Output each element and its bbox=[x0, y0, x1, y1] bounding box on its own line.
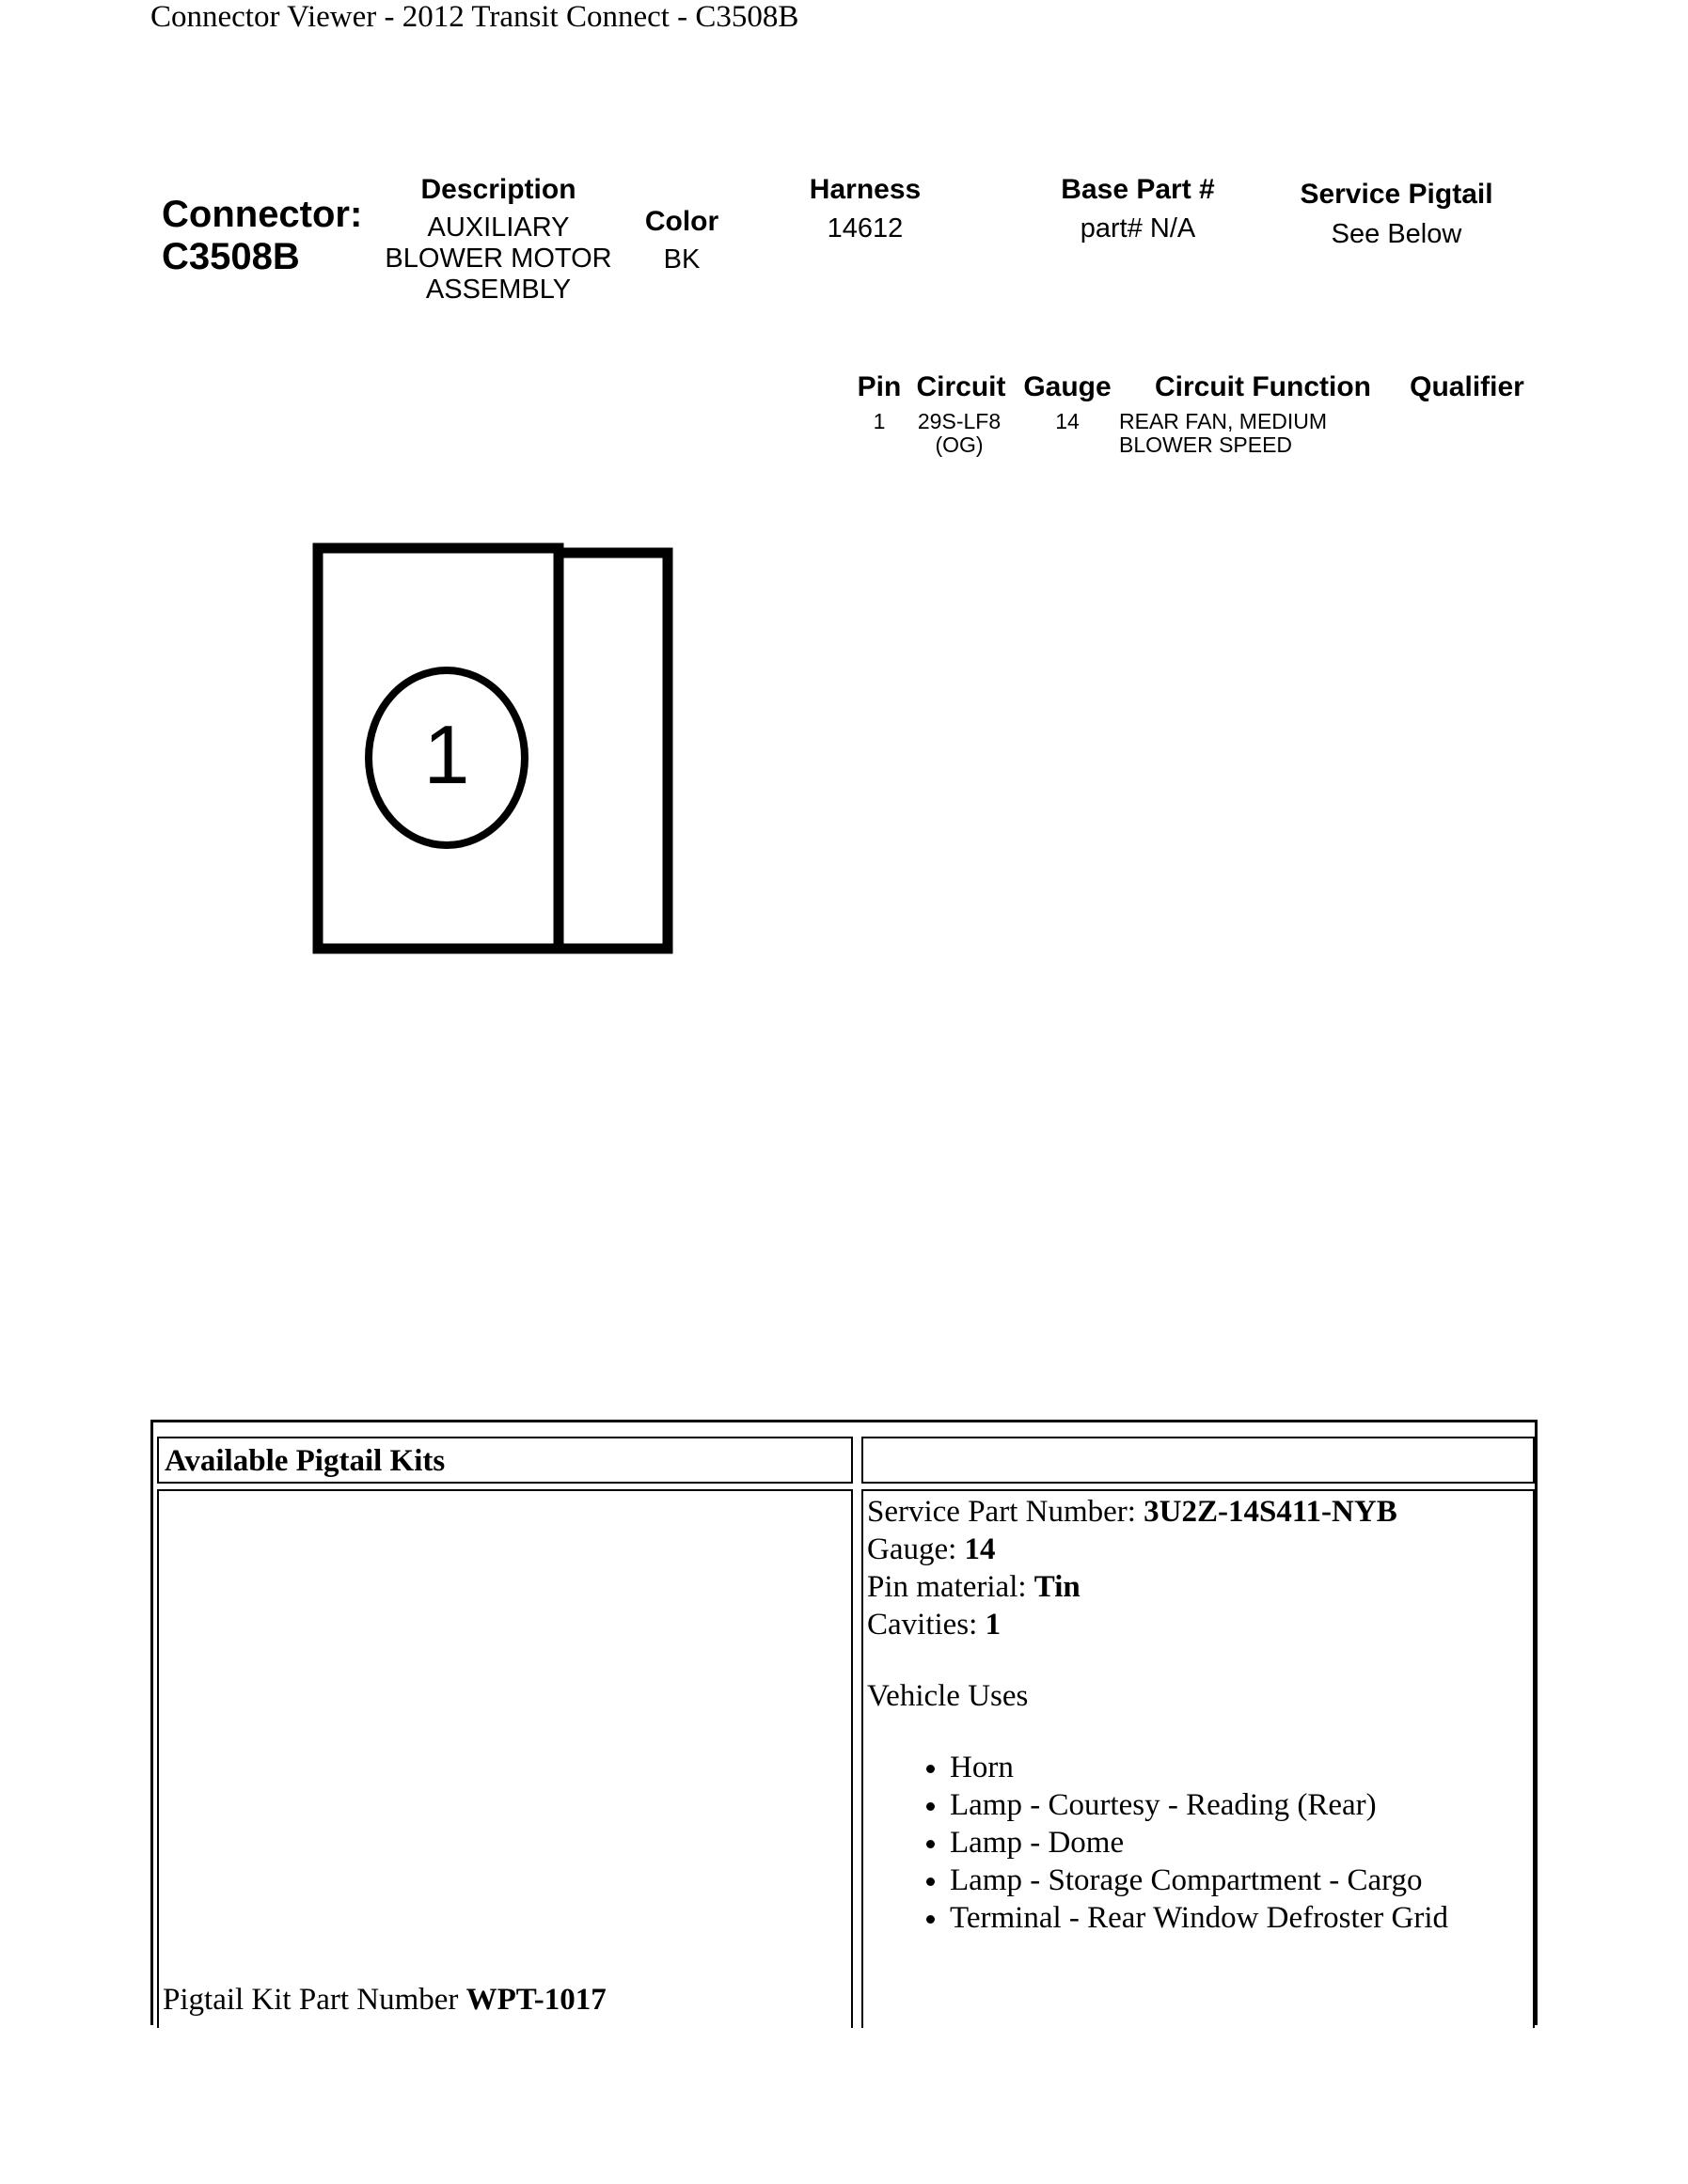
circuit-function-column-header: Circuit Function bbox=[1155, 371, 1371, 402]
pin-material-label: Pin material: bbox=[867, 1570, 1027, 1604]
gauge-detail-value: 14 bbox=[964, 1532, 996, 1566]
gauge-line bbox=[867, 1531, 1529, 1568]
vehicle-uses-list bbox=[867, 1749, 1529, 1937]
cavities-label: Cavities: bbox=[867, 1608, 978, 1642]
vehicle-use-item: • Lamp - Dome bbox=[950, 1824, 1529, 1862]
color-header: Color bbox=[644, 206, 719, 237]
service-part-cell bbox=[861, 1489, 1535, 2028]
gauge-value: 14 bbox=[1055, 409, 1080, 433]
service-part-details bbox=[863, 1491, 1533, 1939]
vehicle-use-item: • Terminal - Rear Window Defroster Grid bbox=[950, 1899, 1529, 1937]
connector-heading bbox=[162, 194, 362, 278]
description-line: AUXILIARY bbox=[427, 212, 570, 243]
pin-column-header: Pin bbox=[857, 371, 902, 402]
description-header: Description bbox=[420, 174, 576, 205]
pin-number: 1 bbox=[873, 409, 886, 433]
pigtail-heading-cell bbox=[157, 1437, 853, 1484]
page-title: Connector Viewer - 2012 Transit Connect - C3508B bbox=[150, 0, 799, 34]
harness-value: 14612 bbox=[827, 213, 904, 244]
description-value bbox=[367, 212, 630, 306]
service-part-number-line bbox=[867, 1493, 1529, 1531]
vehicle-uses-label: Vehicle Uses bbox=[867, 1679, 1029, 1713]
cavities-value: 1 bbox=[985, 1608, 1002, 1642]
service-part-value: 3U2Z-14S411-NYB bbox=[1144, 1495, 1397, 1529]
connector-face-diagram bbox=[310, 541, 686, 964]
description-line: BLOWER MOTOR bbox=[385, 244, 612, 274]
base-part-value: part# N/A bbox=[1080, 213, 1196, 244]
color-value: BK bbox=[663, 244, 701, 275]
connector-label: Connector: bbox=[162, 194, 363, 235]
pin-material-value: Tin bbox=[1033, 1570, 1081, 1604]
circuit-code: 29S-LF8 bbox=[917, 409, 1002, 433]
gauge-column-header: Gauge bbox=[1023, 371, 1112, 402]
pigtail-heading: Available Pigtail Kits bbox=[165, 1444, 446, 1478]
circuit-function-value bbox=[1119, 410, 1401, 457]
function-line: REAR FAN, MEDIUM bbox=[1119, 409, 1328, 433]
vehicle-use-item: • Horn bbox=[950, 1749, 1529, 1786]
base-part-header: Base Part # bbox=[1061, 174, 1215, 205]
kit-part-value: WPT-1017 bbox=[465, 1983, 607, 2017]
pin-number-label: 1 bbox=[423, 708, 470, 801]
circuit-wire-color: (OG) bbox=[935, 432, 984, 457]
service-pigtail-header: Service Pigtail bbox=[1300, 179, 1493, 210]
pigtail-kits-table bbox=[150, 1420, 1538, 2025]
kit-part-label: Pigtail Kit Part Number bbox=[163, 1983, 459, 2017]
gauge-label: Gauge: bbox=[867, 1532, 957, 1566]
service-pigtail-value: See Below bbox=[1331, 219, 1462, 249]
description-line: ASSEMBLY bbox=[425, 275, 572, 305]
service-part-label: Service Part Number: bbox=[867, 1495, 1136, 1529]
vehicle-use-item: • Lamp - Courtesy - Reading (Rear) bbox=[950, 1786, 1529, 1824]
connector-latch-outline bbox=[559, 553, 668, 949]
cavities-line bbox=[867, 1606, 1529, 1643]
vehicle-use-item: • Lamp - Storage Compartment - Cargo bbox=[950, 1862, 1529, 1899]
circuit-column-header: Circuit bbox=[916, 371, 1006, 402]
harness-header: Harness bbox=[809, 174, 922, 205]
pin-material-line bbox=[867, 1568, 1529, 1606]
function-line: BLOWER SPEED bbox=[1119, 432, 1293, 457]
circuit-value bbox=[903, 410, 1016, 457]
pigtail-kit-part bbox=[163, 1981, 607, 2019]
qualifier-column-header: Qualifier bbox=[1410, 371, 1524, 402]
pigtail-kit-cell bbox=[157, 1489, 853, 2028]
connector-id: C3508B bbox=[162, 236, 300, 277]
pigtail-heading-right-cell bbox=[861, 1437, 1535, 1484]
